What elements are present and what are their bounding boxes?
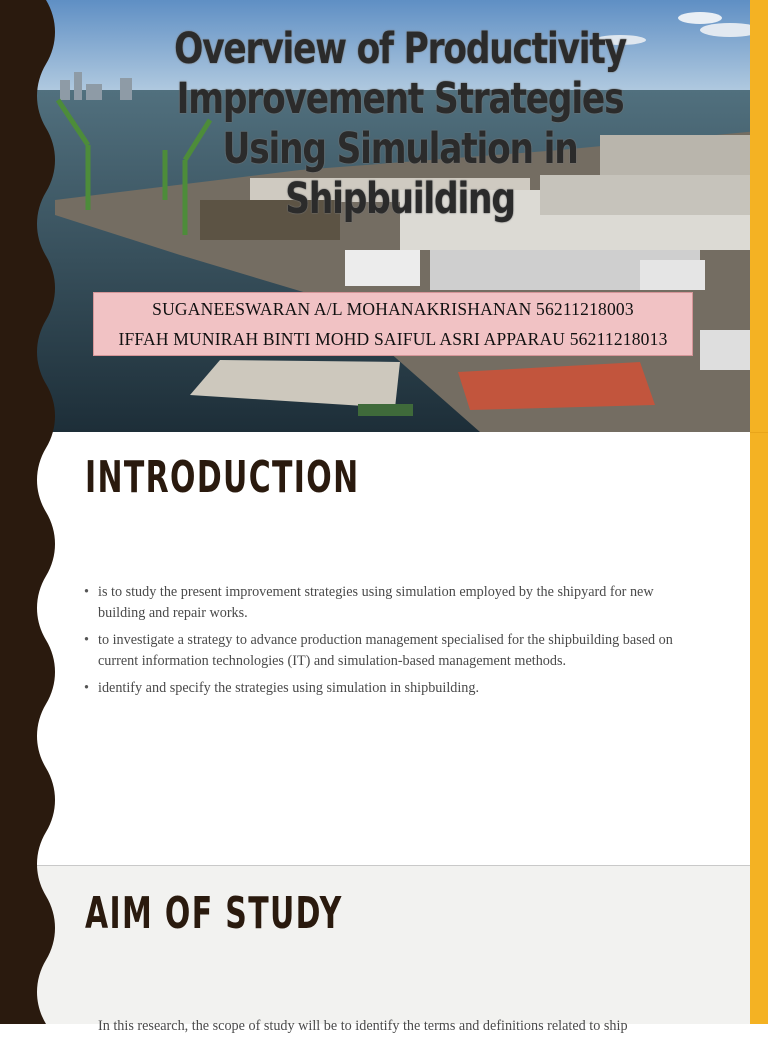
- aim-text: [98, 1016, 708, 1037]
- bullet-icon: •: [84, 680, 89, 696]
- introduction-slide: [0, 432, 768, 866]
- bullet-text: is to study the present improvement strategies using simulation employed by the shipyard for new building and repair works.: [98, 584, 654, 621]
- author-2: IFFAH MUNIRAH BINTI MOHD SAIFUL ASRI APPARAU 56211218013: [118, 329, 668, 349]
- wavy-border-decoration: [0, 0, 60, 1024]
- gold-side-bar: [750, 0, 768, 1024]
- list-item: [84, 630, 704, 672]
- bullet-icon: •: [84, 584, 89, 600]
- bullet-text: to investigate a strategy to advance production management specialised for the shipbuilding based on current information technologies (IT) and simulation-based management methods.: [98, 632, 673, 669]
- bullet-text: In this research, the scope of study will be to identify the terms and definitions related to ship: [98, 1018, 628, 1034]
- list-item: [84, 582, 704, 624]
- introduction-list: [84, 582, 704, 705]
- bullet-text: identify and specify the strategies using simulation in shipbuilding.: [98, 680, 480, 696]
- aim-heading: AIM OF STUDY: [85, 888, 343, 939]
- author-box: [93, 292, 693, 356]
- bullet-icon: •: [84, 632, 89, 648]
- author-1: SUGANEESWARAN A/L MOHANAKRISHANAN 56211218003: [152, 299, 634, 319]
- gold-bar-seam: [750, 432, 768, 433]
- introduction-heading: INTRODUCTION: [85, 452, 360, 503]
- title-slide: [0, 0, 768, 432]
- list-item: [84, 678, 704, 699]
- aim-slide: [0, 866, 768, 1034]
- slide-title: Overview of Productivity Improvement Strategies Using Simulation in Shipbuilding: [174, 24, 626, 224]
